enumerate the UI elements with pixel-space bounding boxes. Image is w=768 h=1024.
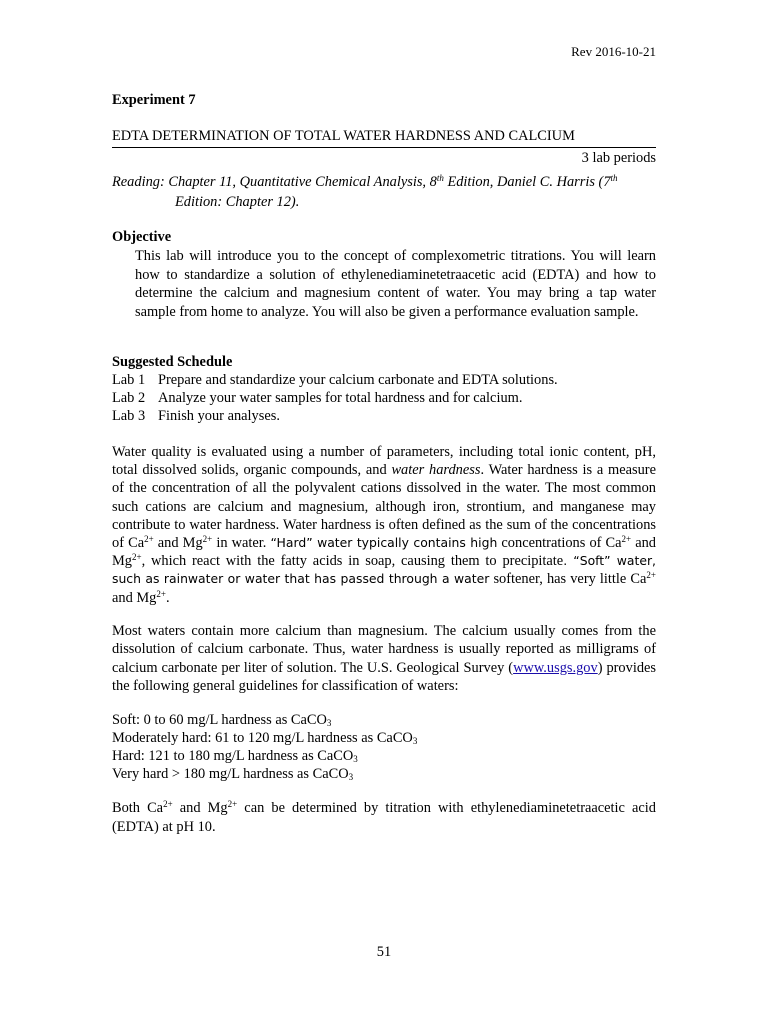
reading-text-mid: Edition, Daniel C. Harris (7 [443, 174, 611, 190]
charge-superscript: 2+ [163, 799, 173, 809]
guideline-item [112, 729, 656, 747]
emphasis-text: water hardness [391, 462, 481, 479]
titration-paragraph [112, 799, 656, 836]
schedule-item [112, 371, 656, 389]
page-number: 51 [376, 944, 392, 960]
water-quality-paragraph [112, 443, 656, 607]
schedule-task: Prepare and standardize your calcium carbonate and EDTA solutions. [158, 372, 558, 388]
charge-superscript: 2+ [132, 552, 142, 563]
paragraph-text: and Mg [112, 535, 656, 570]
guideline-item [112, 747, 656, 765]
schedule-task: Finish your analyses. [158, 408, 280, 424]
reading-sup-1: th [436, 173, 444, 183]
subscript: 3 [326, 718, 332, 728]
schedule-heading: Suggested Schedule [112, 354, 233, 370]
paragraph-text: and Mg [172, 800, 228, 816]
paragraph-text: , which react with the fatty acids in soap, causing them to precipitate [141, 553, 564, 570]
paragraph-text: can be determined by titration with ethylenediaminetetraacetic acid (EDTA) at pH 10. [112, 800, 656, 835]
reading-assignment [112, 172, 656, 212]
charge-superscript: 2+ [202, 534, 213, 545]
reading-line-2: Edition: Chapter 12). [175, 194, 300, 210]
charge-superscript: 2+ [227, 799, 238, 809]
schedule-list [112, 371, 656, 425]
paragraph-text: . [165, 589, 170, 606]
paragraph-text: . “Soft” water, such as rainwater or water that has passed through a water [112, 553, 656, 587]
paragraph-text: . Water hardness is a measure of the concentration of all the polyvalent cations dissolved in the water. The most common such cations are calcium and magnesium, although iron, strontium, and manganese may contribute to water hardness. Water hardness is often defined as the sum of the concentrations of Ca [112, 462, 656, 552]
guideline-text: Very hard > 180 mg/L hardness as CaCO [112, 766, 349, 782]
schedule-item [112, 389, 656, 407]
charge-superscript: 2+ [144, 534, 154, 545]
paragraph-text: concentrations of Ca [497, 535, 622, 552]
paragraph-text: Water quality is evaluated using a number of parameters, including total ionic content, pH, total dissolved solids, organic compounds, and [112, 444, 656, 479]
guideline-text: Hard: 121 to 180 mg/L hardness as CaCO [112, 748, 354, 764]
subscript: 3 [353, 754, 358, 764]
schedule-task: Analyze your water samples for total hardness and for calcium. [158, 390, 523, 406]
schedule-lab-label: Lab 2 [112, 390, 146, 406]
paragraph-text: in water. [212, 535, 271, 552]
paragraph-text: Most waters contain more calcium than magnesium. The calcium usually comes from the dissolution of calcium carbonate. Thus, water hardness is usually reported as milligrams of calcium carbonate per liter of solution. The U.S. Geological Survey ( [112, 623, 656, 676]
reading-sup-2: th [610, 173, 618, 183]
paragraph-text: Both Ca [112, 800, 164, 816]
document-title: EDTA DETERMINATION OF TOTAL WATER HARDNESS AND CALCIUM [112, 128, 656, 148]
schedule-lab-label: Lab 1 [112, 372, 146, 388]
schedule-item [112, 407, 656, 425]
usgs-link[interactable]: www.usgs.gov [513, 659, 598, 676]
guideline-text: Soft: 0 to 60 mg/L hardness as CaCO [112, 712, 327, 728]
schedule-lab-label: Lab 3 [112, 408, 146, 424]
objective-body: This lab will introduce you to the concept of complexometric titrations. You will learn how to standardize a solution of ethylenediaminetetraacetic acid (EDTA) and how to determine the calcium and magnesium content of water. You may bring a tap water sample from home to analyze. You will also be given a performance evaluation sample. [135, 248, 656, 320]
paragraph-text: softener, has very little Ca [489, 571, 647, 588]
charge-superscript: 2+ [156, 588, 166, 599]
paragraph-text: and Mg [153, 535, 203, 552]
paragraph-text: ) provides the following general guidelines for classification of waters: [112, 659, 657, 694]
paragraph-text: “Hard” water typically contains high [270, 535, 498, 551]
lab-periods: 3 lab periods [581, 150, 656, 166]
charge-superscript: 2+ [646, 570, 656, 581]
hardness-guidelines [112, 711, 656, 783]
subscript: 3 [412, 736, 418, 746]
revision-date: Rev 2016-10-21 [571, 44, 656, 59]
charge-superscript: 2+ [621, 534, 632, 545]
guideline-item [112, 765, 656, 783]
paragraph-text: and Mg [112, 589, 157, 606]
experiment-label: Experiment 7 [112, 92, 196, 108]
guideline-text: Moderately hard: 61 to 120 mg/L hardness as CaCO [112, 730, 413, 746]
objective-heading: Objective [112, 229, 172, 245]
subscript: 3 [348, 772, 354, 782]
reading-text: Reading: Chapter 11, Quantitative Chemical Analysis, 8 [112, 174, 437, 190]
guideline-item [112, 711, 656, 729]
calcium-paragraph [112, 622, 656, 695]
